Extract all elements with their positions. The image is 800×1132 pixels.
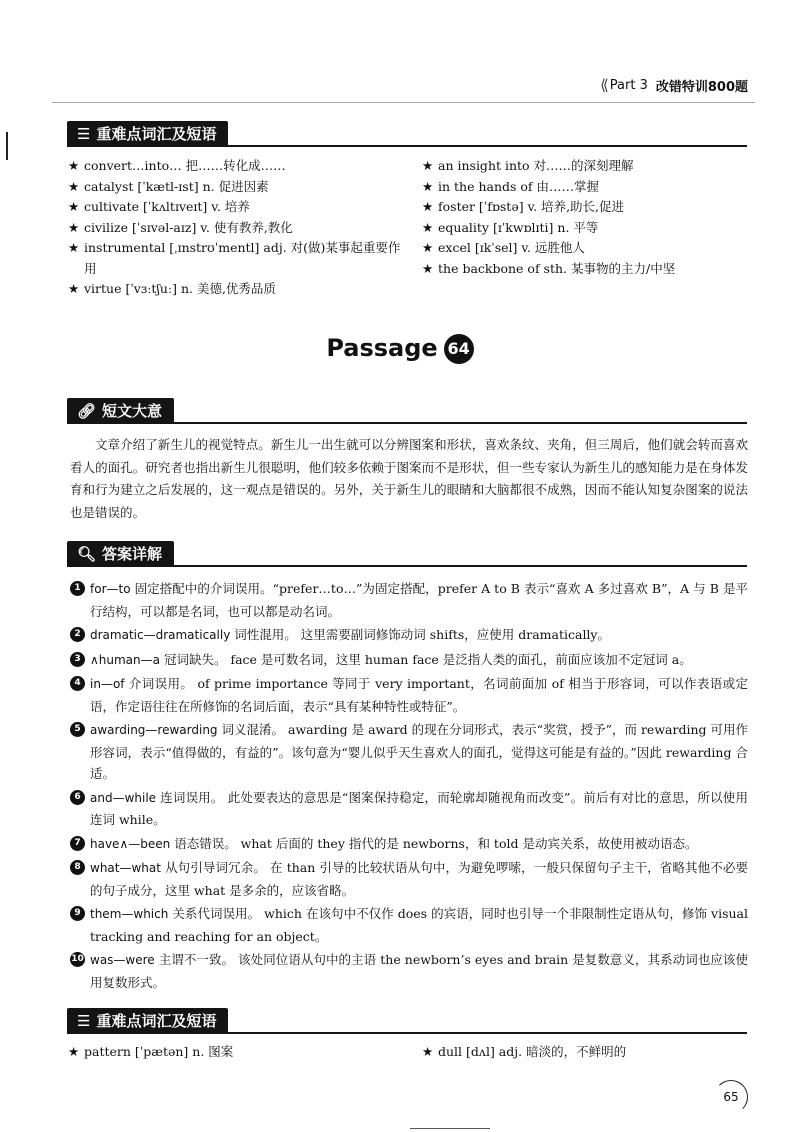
link-icon: 🔗︎ xyxy=(77,402,97,420)
answer-item: 2 dramatic—dramatically 词性混用。 这里需要副词修饰动词 shifts，应使用 dramatically。 xyxy=(70,624,748,647)
list-item: ★ catalyst [ˈkætl-ɪst] n. 促进因素 xyxy=(68,177,403,198)
answer-item: 3 ∧human—a 冠词缺失。 face 是可数名词，这里 human face 是泛指人类的面孔，前面应该加不定冠词 a。 xyxy=(70,649,748,672)
answers-section-heading xyxy=(67,541,747,567)
list-item: ★ foster [ˈfɒstə] v. 培养,助长,促进 xyxy=(422,197,752,218)
list-icon: ☰ xyxy=(77,1012,91,1030)
answer-item: 10 was—were 主谓不一致。 该处同位语从句中的主语 the newborn’s eyes and brain 是复数意义，其系动词也应该使用复数形式。 xyxy=(71,952,748,990)
page-number xyxy=(714,1080,748,1114)
star-icon: ★ xyxy=(68,281,80,296)
star-icon: ★ xyxy=(422,199,434,214)
star-icon: ★ xyxy=(68,178,80,194)
star-icon: ★ xyxy=(422,260,434,276)
vocab-list-right xyxy=(422,156,752,279)
header-part: Part 3 xyxy=(609,77,648,93)
star-icon: ★ xyxy=(68,219,80,235)
star-icon: ★ xyxy=(68,1044,80,1059)
section-label: ☰ 重难点词汇及短语 xyxy=(67,121,228,147)
section-rule xyxy=(67,1032,747,1034)
section-label: ☰ 重难点词汇及短语 xyxy=(67,1008,228,1034)
answer-item: 9 them—which 关系代词误用。 which 在该句中不仅作 does 的宾语，同时也引导一个非限制性定语从句，修饰 visual tracking and reaching for an object。 xyxy=(70,903,748,947)
answer-item: 4 in—of 介词误用。 of prime importance 等同于 very important，名词前面加 of 相当于形容词，可以作表语或定语，作定语往往在所修饰的名词后面，表示“具有某种特性或特征”。 xyxy=(70,673,748,717)
star-icon: ★ xyxy=(422,1044,434,1059)
list-item: ★ the backbone of sth. 某事物的主力/中坚 xyxy=(422,259,752,280)
magnifier-icon: 🔍︎ xyxy=(77,545,97,563)
margin-mark xyxy=(6,132,8,160)
vocab-section-heading xyxy=(67,121,747,147)
section-rule xyxy=(67,422,747,424)
vocab-list-bottom-right xyxy=(422,1042,752,1063)
vocab-section-heading-bottom xyxy=(67,1008,747,1034)
passage-title: Passage 64 xyxy=(0,334,800,364)
star-icon: ★ xyxy=(422,158,434,173)
vocab-list-left xyxy=(68,156,403,300)
star-icon: ★ xyxy=(422,219,434,235)
list-item: ★ virtue [ˈvɜːtʃuː] n. 美德,优秀品质 xyxy=(68,279,403,300)
answer-item: 1 for—to 固定搭配中的介词误用。“prefer…to…”为固定搭配，prefer A to B 表示“喜欢 A 多过喜欢 B”，A 与 B 是平行结构，可以都是名词，也可以都是动名词。 xyxy=(70,578,748,622)
footer-rule xyxy=(410,1128,490,1129)
star-icon: ★ xyxy=(422,178,434,194)
list-item: ★ dull [dʌl] adj. 暗淡的，不鲜明的 xyxy=(422,1042,752,1063)
list-item: ★ pattern [ˈpætən] n. 图案 xyxy=(68,1042,403,1063)
section-label: 🔍︎ 答案详解 xyxy=(67,541,174,567)
list-item: ★ civilize [ˈsɪvəl-aɪz] v. 使有教养,教化 xyxy=(68,218,403,239)
list-item: ★ excel [ɪkˈsel] v. 远胜他人 xyxy=(422,238,752,259)
list-item: ★ equality [ɪˈkwɒlɪti] n. 平等 xyxy=(422,218,752,239)
section-rule xyxy=(67,565,747,567)
section-label: 🔗︎ 短文大意 xyxy=(67,398,174,424)
star-icon: ★ xyxy=(68,158,80,173)
answer-item: 7 have∧—been 语态错误。 what 后面的 they 指代的是 newborns，和 told 是动宾关系，故使用被动语态。 xyxy=(70,833,748,856)
list-item: ★ an insight into 对……的深刻理解 xyxy=(422,156,752,177)
chevron-decoration-icon: ⟨⟨ xyxy=(600,76,606,94)
answer-item: 5 awarding—rewarding 词义混淆。 awarding 是 award 的现在分词形式，表示“奖赏，授予”，而 rewarding 可用作形容词，表示“值得做的，有益的”。该句意为“婴儿似乎天生喜欢人的面孔，觉得这可能是有益的。”因此 rewarding 合适。 xyxy=(70,719,748,785)
header-title: 改错特训800题 xyxy=(655,79,748,95)
answer-item: 8 what—what 从句引导词冗余。 在 than 引导的比较状语从句中，为避免啰嗦，一般只保留句子主干，省略其他不必要的句子成分，这里 what 是多余的，应该省略。 xyxy=(70,857,748,901)
answer-list xyxy=(70,578,748,993)
star-icon: ★ xyxy=(68,199,80,214)
list-item: ★ instrumental [ˌɪnstrʊˈmentl] adj. 对(做)某事起重要作用 xyxy=(68,240,401,276)
section-rule xyxy=(67,145,747,147)
star-icon: ★ xyxy=(422,240,434,255)
list-item: ★ convert…into… 把……转化成…… xyxy=(68,156,403,177)
list-item: ★ in the hands of 由……掌握 xyxy=(422,177,752,198)
star-icon: ★ xyxy=(68,240,80,255)
vocab-list-bottom-left xyxy=(68,1042,403,1063)
header-divider xyxy=(52,102,755,103)
answer-item: 6 and—while 连词误用。 此处要表达的意思是“图案保持稳定，而轮廓却随视角而改变”。前后有对比的意思，所以使用连词 while。 xyxy=(70,787,748,831)
list-item: ★ cultivate [ˈkʌltɪveɪt] v. 培养 xyxy=(68,197,403,218)
summary-section-heading xyxy=(67,398,747,424)
page-number-arc: 65 xyxy=(714,1080,748,1114)
page-header xyxy=(600,72,748,98)
summary-paragraph: 文章介绍了新生儿的视觉特点。新生儿一出生就可以分辨图案和形状，喜欢条纹、夹角，但三周后，他们就会转而喜欢看人的面孔。研究者也指出新生儿很聪明，他们较多依赖于图案而不是形状，但一些专家认为新生儿的感知能力是在身体发育和行为建立之后发展的，这一观点是错误的。另外，关于新生儿的眼睛和大脑都很不成熟，因而不能认知复杂图案的说法也是错误的。 xyxy=(70,437,748,520)
list-icon: ☰ xyxy=(77,125,91,143)
passage-number-badge: 64 xyxy=(444,334,474,364)
